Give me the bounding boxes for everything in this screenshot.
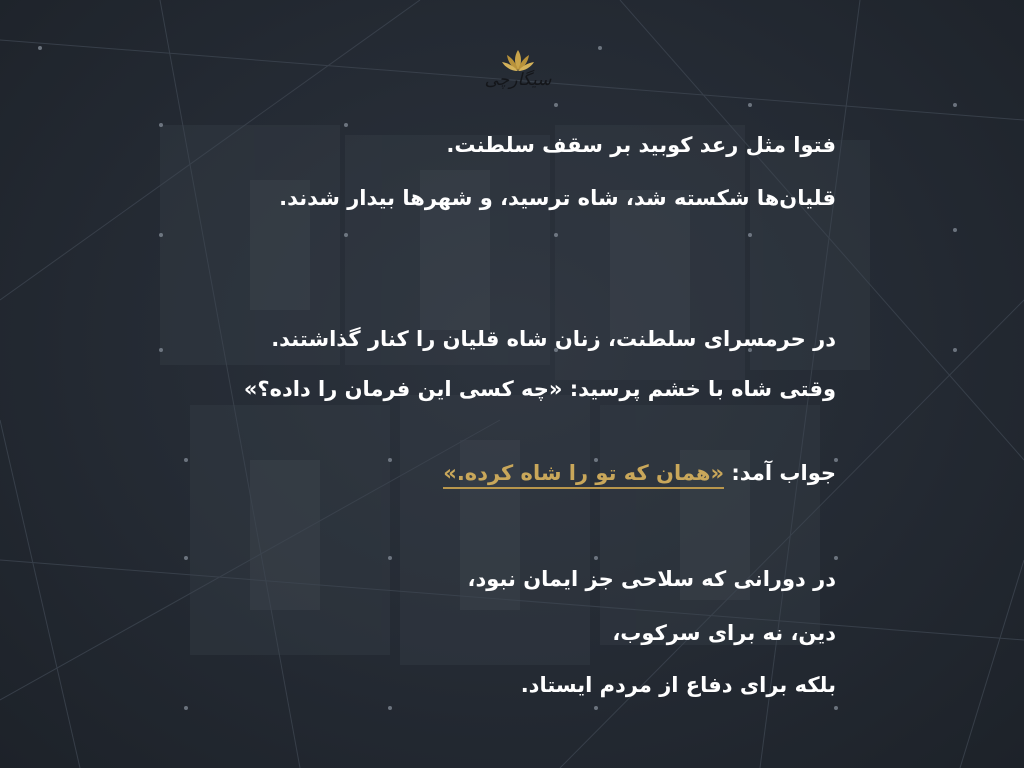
brand-logo <box>470 48 566 100</box>
poem-line-1: فتوا مثل رعد کوبید بر سقف سلطنت. <box>446 133 836 157</box>
answer-prefix: جواب آمد: <box>724 461 836 485</box>
poem-line-4: وقتی شاه با خشم پرسید: «چه کسی این فرمان را داده؟» <box>243 377 836 401</box>
poem-line-6: در دورانی که سلاحی جز ایمان نبود، <box>467 567 836 591</box>
poem-line-5 <box>150 460 836 486</box>
brand-name: سیگارچی <box>484 70 552 90</box>
poem-line-8: بلکه برای دفاع از مردم ایستاد. <box>520 673 836 697</box>
highlighted-quote: «همان که تو را شاه کرده.» <box>443 461 724 489</box>
poem-line-2: قلیان‌ها شکسته شد، شاه ترسید، و شهرها بیدار شدند. <box>279 186 836 210</box>
poem-line-7: دین، نه برای سرکوب، <box>612 621 836 645</box>
poem-line-3: در حرمسرای سلطنت، زنان شاه قلیان را کنار گذاشتند. <box>271 327 836 351</box>
